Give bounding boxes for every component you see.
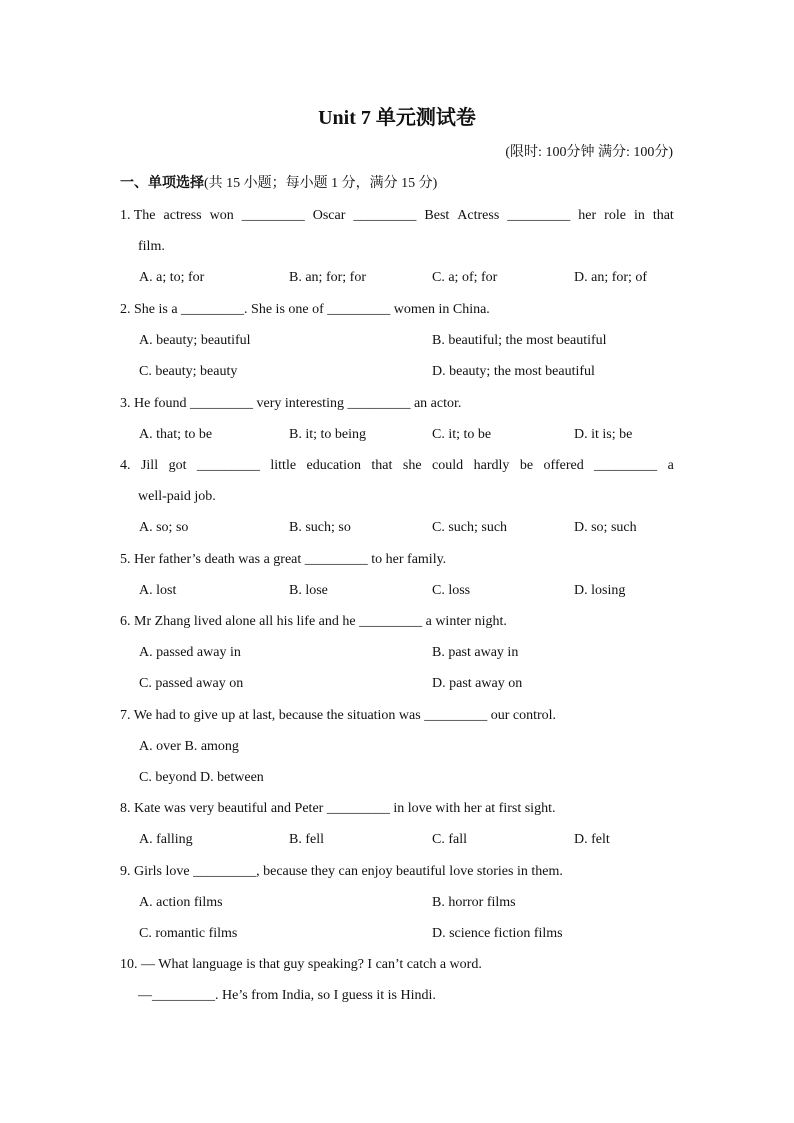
q4-word: education (306, 458, 361, 473)
page-title: Unit 7 单元测试卷 (318, 107, 476, 129)
q1-option-c: C. a; of; for (432, 270, 498, 285)
q2-option-b: B. beautiful; the most beautiful (432, 333, 607, 348)
q1-word: won (209, 208, 234, 223)
q4-option-b: B. such; so (289, 520, 351, 535)
question-8-stem: 8. Kate was very beautiful and Peter _________ in love with her at first sight. (120, 801, 556, 816)
question-9-stem: 9. Girls love _________, because they can enjoy beautiful love stories in them. (120, 864, 563, 879)
q1-blank: _________ (507, 208, 571, 223)
q6-option-d: D. past away on (432, 676, 523, 691)
question-1-stem-continued: film. (138, 239, 165, 254)
q4-word: got (168, 458, 187, 473)
q9-option-c: C. romantic films (139, 926, 238, 941)
q1-blank: _________ (353, 208, 417, 223)
question-2-stem: 2. She is a _________. She is one of _________ women in China. (120, 302, 490, 317)
q4-blank: _________ (594, 458, 658, 473)
q4-word: could (432, 458, 464, 473)
q9-option-d: D. science fiction films (432, 926, 563, 941)
q3-option-a: A. that; to be (139, 427, 213, 442)
q1-word: her (578, 208, 597, 223)
q6-option-b: B. past away in (432, 645, 519, 660)
q1-word: Actress (457, 208, 500, 223)
section-label: 一、单项选择 (120, 176, 204, 191)
q4-word: little (270, 458, 297, 473)
q1-option-b: B. an; for; for (289, 270, 366, 285)
time-limit-note: (限时: 100分钟 满分: 100分) (505, 145, 673, 160)
section-header (120, 174, 437, 194)
q2-option-c: C. beauty; beauty (139, 364, 238, 379)
q4-word: that (371, 458, 393, 473)
q4-word: be (519, 458, 534, 473)
q5-option-d: D. losing (574, 583, 626, 598)
q1-blank: _________ (241, 208, 305, 223)
q3-option-c: C. it; to be (432, 427, 492, 442)
q8-option-a: A. falling (139, 832, 193, 847)
question-6-stem: 6. Mr Zhang lived alone all his life and he _________ a winter night. (120, 614, 507, 629)
q4-word: Jill (140, 458, 159, 473)
q1-word: 1. The (120, 208, 156, 223)
q8-option-b: B. fell (289, 832, 324, 847)
q1-word: that (652, 208, 674, 223)
q4-word: offered (543, 458, 584, 473)
q8-option-d: D. felt (574, 832, 610, 847)
q6-option-a: A. passed away in (139, 645, 241, 660)
q2-option-a: A. beauty; beautiful (139, 333, 251, 348)
question-3-stem: 3. He found _________ very interesting _________ an actor. (120, 396, 462, 411)
question-5-stem: 5. Her father’s death was a great _________ to her family. (120, 552, 447, 567)
q4-word: hardly (473, 458, 510, 473)
q4-word: a (667, 458, 674, 473)
q4-option-c: C. such; such (432, 520, 508, 535)
section-instructions: (共 15 小题；每小题 1 分，满分 15 分) (204, 176, 438, 191)
q5-option-b: B. lose (289, 583, 328, 598)
q3-option-d: D. it is; be (574, 427, 633, 442)
q8-option-c: C. fall (432, 832, 467, 847)
q4-word: she (402, 458, 422, 473)
q1-word: Oscar (312, 208, 346, 223)
q6-option-c: C. passed away on (139, 676, 244, 691)
q1-word: Best (424, 208, 450, 223)
q9-option-a: A. action films (139, 895, 223, 910)
q4-option-a: A. so; so (139, 520, 189, 535)
q1-option-a: A. a; to; for (139, 270, 205, 285)
q9-option-b: B. horror films (432, 895, 516, 910)
q1-word: actress (163, 208, 202, 223)
q4-word: 4. (120, 458, 131, 473)
q1-word: role (604, 208, 626, 223)
q5-option-a: A. lost (139, 583, 177, 598)
question-10-stem: 10. — What language is that guy speaking? I can’t catch a word. (120, 957, 482, 972)
q7-options-ab: A. over B. among (139, 739, 239, 754)
question-10-stem-continued: —_________. He’s from India, so I guess it is Hindi. (138, 988, 436, 1003)
q3-option-b: B. it; to being (289, 427, 366, 442)
question-7-stem: 7. We had to give up at last, because the situation was _________ our control. (120, 708, 557, 723)
q2-option-d: D. beauty; the most beautiful (432, 364, 595, 379)
q5-option-c: C. loss (432, 583, 471, 598)
q7-options-cd: C. beyond D. between (139, 770, 264, 785)
q4-blank: _________ (196, 458, 260, 473)
question-4-stem-continued: well-paid job. (138, 489, 216, 504)
q4-option-d: D. so; such (574, 520, 637, 535)
q1-word: in (633, 208, 645, 223)
question-4-stem (120, 456, 674, 476)
question-1-stem (120, 206, 674, 226)
q1-option-d: D. an; for; of (574, 270, 648, 285)
